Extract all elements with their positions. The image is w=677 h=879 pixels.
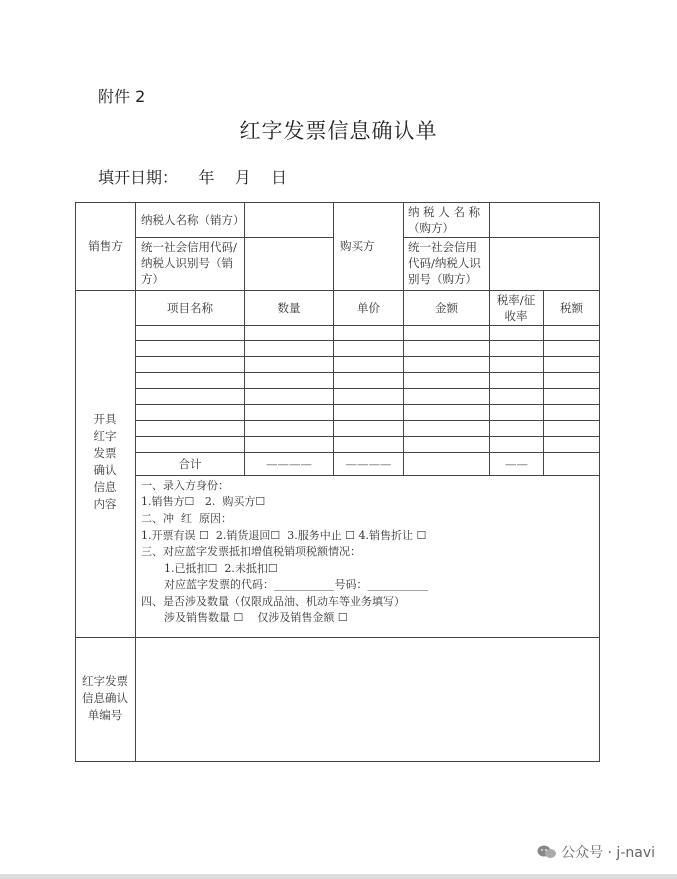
watermark [537, 842, 655, 862]
total-row-tax-rate-dash: —— [505, 457, 528, 471]
quantity-heading: 四、是否涉及数量（仅限成品油、机动车等业务填写） [141, 595, 405, 608]
wechat-icon [537, 845, 557, 859]
buyer-id-label: 统一社会信用代码/纳税人识别号（购方） [408, 240, 481, 286]
buyer-name-label: 纳 税 人 名 称（购方） [408, 205, 481, 235]
entry-party-options[interactable]: 1.销售方☐ 2. 购买方☐ [141, 495, 266, 508]
column-header-unit-price: 单价 [357, 301, 380, 315]
bottom-edge [0, 874, 677, 879]
column-header-amount: 金额 [435, 301, 458, 315]
column-header-tax-amount: 税额 [560, 301, 583, 315]
seller-section-label: 销售方 [88, 239, 123, 253]
total-row-unit-price-dash: ———— [345, 457, 392, 471]
deduction-heading: 三、对应蓝字发票抵扣增值税销项税额情况： [141, 545, 361, 558]
buyer-id-field[interactable] [490, 238, 599, 290]
buyer-section-label: 购买方 [340, 239, 375, 253]
seller-id-label: 统一社会信用代码/纳税人识别号（销方） [141, 240, 237, 286]
quantity-options[interactable]: 涉及销售数量 ☐ 仅涉及销售金额 ☐ [164, 611, 348, 624]
page-title: 红字发票信息确认单 [239, 119, 438, 143]
watermark-text: 公众号 · j-navi [561, 845, 655, 861]
deduction-options[interactable]: 1.已抵扣☐ 2.未抵扣☐ [164, 562, 278, 575]
buyer-name-field[interactable] [490, 203, 599, 237]
seller-name-field[interactable] [245, 203, 333, 237]
entry-party-heading: 一、录入方身份： [141, 479, 229, 492]
fill-date-line: 填开日期： 年 月 日 [98, 168, 288, 187]
column-header-item-name: 项目名称 [167, 301, 213, 315]
attachment-label: 附件 2 [98, 87, 146, 106]
seller-id-field[interactable] [245, 238, 333, 290]
column-header-quantity: 数量 [277, 301, 301, 315]
reason-heading: 二、冲 红 原因： [141, 512, 232, 525]
column-header-tax-rate: 税率/征收率 [496, 293, 536, 323]
seller-name-label: 纳税人名称（销方） [141, 213, 245, 227]
confirmation-number-label: 红字发票信息确认单编号 [82, 674, 128, 722]
blue-invoice-line[interactable]: 对应蓝字发票的代码：___________号码：___________ [164, 578, 428, 591]
reason-options[interactable]: 1.开票有误 ☐ 2.销货退回☐ 3.服务中止 ☐ 4.销售折让 ☐ [141, 529, 427, 542]
content-section-label: 开具红字发票确认信息内容 [93, 412, 117, 511]
confirmation-number-field[interactable] [136, 638, 599, 761]
total-row-label: 合计 [178, 457, 202, 471]
total-row-quantity-dash: ———— [266, 457, 312, 471]
